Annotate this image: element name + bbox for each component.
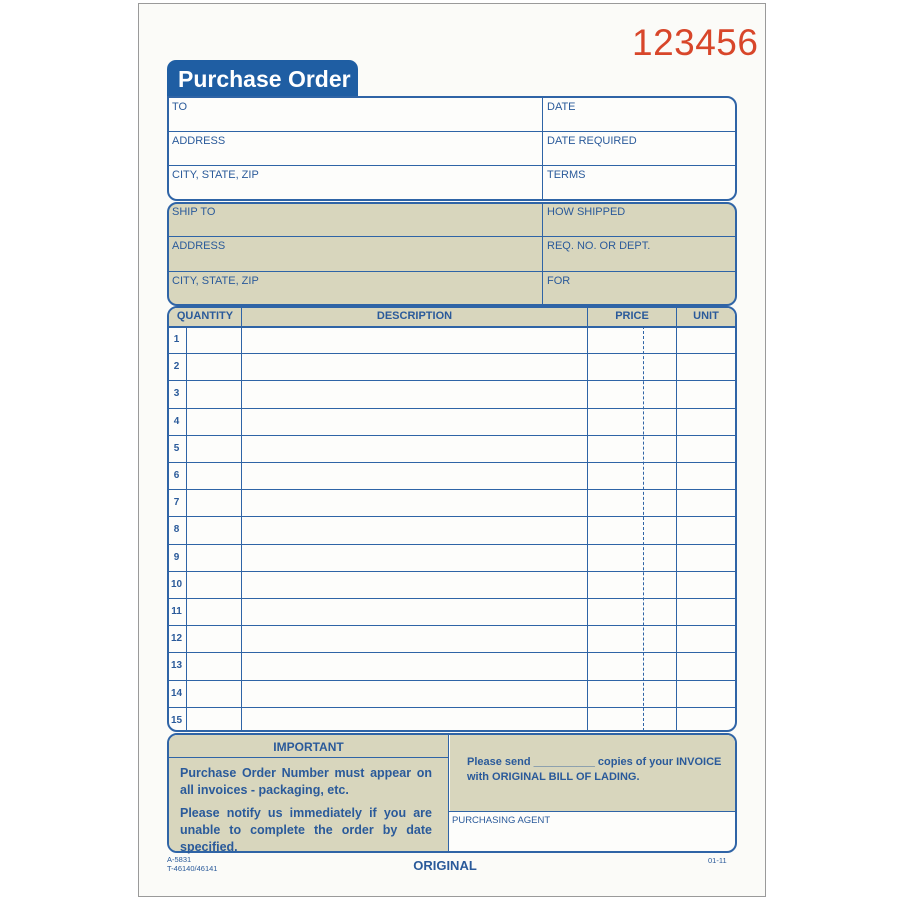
table-row[interactable] — [168, 707, 736, 708]
date-required-field[interactable]: DATE REQUIRED — [547, 135, 637, 147]
price-divider — [676, 307, 677, 731]
revision-code: 01-11 — [708, 856, 727, 865]
important-heading: IMPORTANT — [273, 740, 344, 754]
quantity-header: QUANTITY — [176, 310, 234, 322]
description-divider — [587, 307, 588, 731]
invoice-instruction-2: with ORIGINAL BILL OF LADING. — [467, 771, 640, 783]
form-code-2: T-46140/46141 — [167, 864, 218, 873]
unit-header: UNIT — [693, 310, 719, 322]
form-code-1: A-5831 — [167, 855, 192, 864]
vendor-rule-2 — [168, 165, 736, 166]
row-number: 14 — [170, 687, 183, 699]
rownum-divider — [186, 326, 187, 731]
table-row[interactable] — [168, 652, 736, 653]
table-row[interactable] — [168, 353, 736, 354]
row-number: 2 — [173, 361, 180, 373]
ship-rule-2 — [168, 271, 736, 272]
table-row[interactable] — [168, 625, 736, 626]
table-row[interactable] — [168, 680, 736, 681]
ship-rule-1 — [168, 236, 736, 237]
ship-to-field[interactable]: SHIP TO — [172, 206, 216, 218]
row-number: 8 — [173, 524, 180, 536]
quantity-divider — [241, 307, 242, 731]
important-divider — [448, 734, 449, 852]
purchasing-agent-field[interactable]: PURCHASING AGENT — [452, 815, 551, 826]
vendor-section — [167, 96, 737, 201]
ship-city-state-zip-field[interactable]: CITY, STATE, ZIP — [172, 275, 259, 287]
copy-label: ORIGINAL — [413, 858, 477, 873]
vendor-divider — [542, 97, 543, 200]
price-cents-divider — [643, 326, 644, 731]
row-number: 12 — [170, 633, 183, 645]
row-number: 10 — [170, 578, 183, 590]
invoice-instruction-1: Please send __________ copies of your INVOICE — [467, 756, 722, 768]
table-row[interactable] — [168, 435, 736, 436]
how-shipped-field[interactable]: HOW SHIPPED — [547, 206, 626, 218]
description-header: DESCRIPTION — [376, 310, 453, 322]
table-row[interactable] — [168, 462, 736, 463]
price-header: PRICE — [615, 310, 649, 322]
vendor-rule-1 — [168, 131, 736, 132]
table-row[interactable] — [168, 571, 736, 572]
ship-to-section — [167, 202, 737, 306]
row-number: 1 — [173, 334, 180, 345]
row-number: 6 — [173, 470, 180, 481]
ship-divider — [542, 203, 543, 305]
row-number: 11 — [171, 606, 182, 617]
table-row[interactable] — [168, 380, 736, 381]
table-row[interactable] — [168, 598, 736, 599]
table-row[interactable] — [168, 516, 736, 517]
row-number: 4 — [173, 415, 180, 427]
req-no-field[interactable]: REQ. NO. OR DEPT. — [547, 240, 651, 252]
items-table — [167, 306, 737, 732]
important-note-1: Purchase Order Number must appear on all invoices - packaging, etc. — [180, 766, 432, 797]
important-note-2: Please notify us immediately if you are unable to complete the order by date specified. — [180, 806, 432, 854]
row-number: 7 — [173, 497, 180, 509]
table-row[interactable] — [168, 489, 736, 490]
row-number: 15 — [170, 714, 183, 726]
date-field[interactable]: DATE — [547, 101, 576, 113]
for-field[interactable]: FOR — [547, 275, 571, 287]
form-title: Purchase Order — [167, 60, 358, 97]
row-number: 3 — [173, 388, 180, 400]
agent-rule — [449, 811, 736, 812]
row-number: 9 — [173, 551, 180, 563]
table-row[interactable] — [168, 408, 736, 409]
terms-field[interactable]: TERMS — [547, 169, 586, 181]
important-heading-rule — [169, 757, 448, 758]
vendor-city-state-zip-field[interactable]: CITY, STATE, ZIP — [172, 169, 259, 181]
ship-address-field[interactable]: ADDRESS — [172, 240, 226, 252]
row-number: 5 — [173, 442, 180, 454]
row-number: 13 — [170, 660, 183, 672]
vendor-address-field[interactable]: ADDRESS — [172, 135, 226, 147]
table-row[interactable] — [168, 544, 736, 545]
serial-number: 123456 — [632, 22, 759, 63]
to-field[interactable]: TO — [172, 101, 188, 113]
